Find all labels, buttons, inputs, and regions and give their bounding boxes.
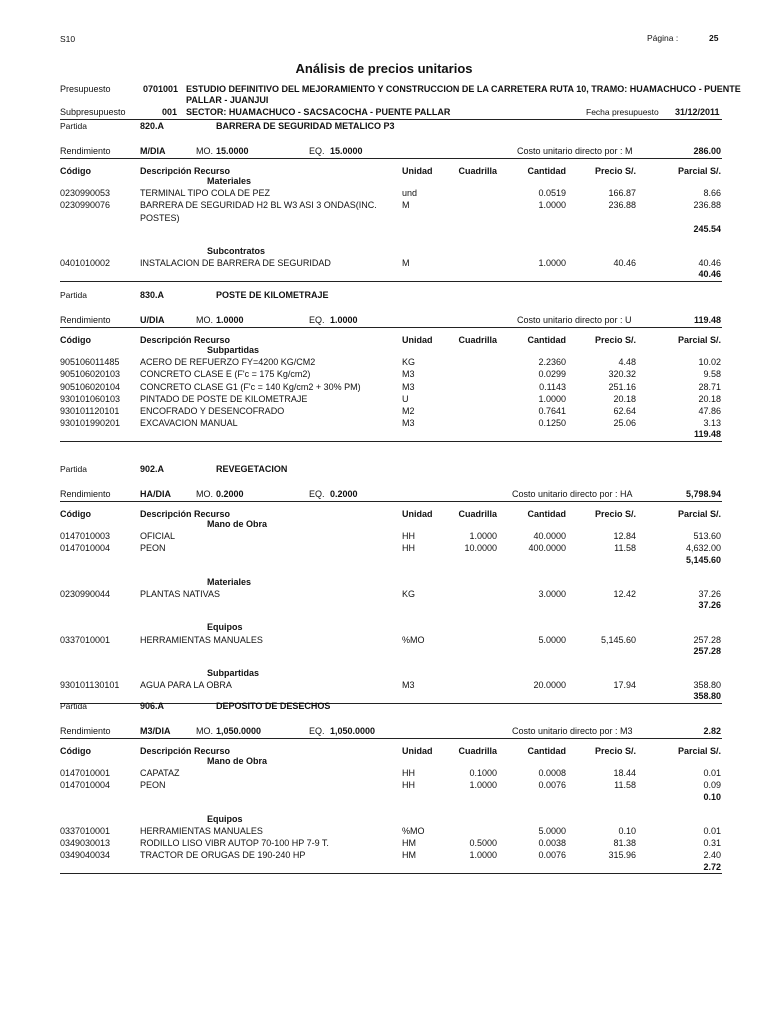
- row-cuadrilla: 1.0000: [469, 531, 497, 542]
- group-title: Materiales: [207, 576, 252, 587]
- row-parcial: 0.01: [703, 768, 721, 779]
- page-title: Análisis de precios unitarios: [295, 61, 473, 76]
- presupuesto-description-line2: PALLAR - JUANJUI: [186, 95, 269, 105]
- rendimiento-divider: [60, 158, 722, 159]
- row-code: 930101990201: [60, 418, 121, 429]
- row-precio: 12.42: [613, 589, 636, 599]
- row-precio: 4.48: [618, 357, 636, 368]
- row-cantidad: 1.0000: [538, 258, 566, 269]
- partida-label: Partida: [60, 464, 87, 474]
- row-cantidad: 3.0000: [538, 589, 566, 599]
- mo-value: 1.0000: [216, 315, 244, 325]
- col-header-parcial: Parcial S/.: [677, 509, 721, 519]
- row-cantidad: 5.0000: [538, 826, 566, 836]
- row-precio: 81.38: [613, 838, 636, 849]
- partida-end-divider: [60, 441, 722, 442]
- eq-value: 0.2000: [330, 489, 358, 499]
- col-header-precio: Precio S/.: [594, 746, 636, 756]
- col-header-descripcion: Descripción Recurso: [140, 335, 231, 345]
- rendimiento-unit: U/DIA: [140, 315, 165, 325]
- costo-unitario-label: Costo unitario directo por : U: [517, 315, 632, 325]
- row-cuadrilla: 0.5000: [469, 838, 497, 849]
- col-header-unidad: Unidad: [402, 166, 433, 176]
- mo-value: 1,050.0000: [216, 726, 262, 736]
- row-cantidad: 0.0076: [538, 850, 566, 861]
- row-cantidad: 2.2360: [538, 357, 566, 368]
- rendimiento-label: Rendimiento: [60, 315, 111, 325]
- rendimiento-unit: M3/DIA: [140, 726, 171, 736]
- row-cantidad: 0.7641: [538, 406, 566, 416]
- row-parcial: 2.40: [703, 850, 721, 861]
- rendimiento-label: Rendimiento: [60, 726, 111, 736]
- row-unit: HH: [402, 543, 415, 554]
- group-title: Subpartidas: [207, 345, 260, 355]
- partida-code: 906.A: [140, 701, 165, 711]
- row-code: 0147010004: [60, 543, 111, 554]
- row-parcial: 40.46: [698, 258, 721, 269]
- group-subtotal: 37.26: [698, 600, 721, 611]
- row-unit: U: [402, 393, 409, 404]
- row-parcial: 257.28: [693, 634, 721, 645]
- row-unit: KG: [402, 357, 416, 368]
- row-precio: 17.94: [613, 680, 636, 691]
- group-subtotal: 245.54: [693, 223, 721, 234]
- row-unit: M: [402, 200, 410, 211]
- col-header-descripcion: Descripción Recurso: [140, 746, 231, 756]
- row-description: INSTALACION DE BARRERA DE SEGURIDAD: [140, 258, 331, 269]
- row-precio: 5,145.60: [600, 634, 636, 645]
- presupuesto-label: Presupuesto: [60, 84, 111, 94]
- row-unit: HM: [402, 850, 416, 861]
- rendimiento-divider: [60, 327, 722, 328]
- row-unit: HH: [402, 768, 415, 779]
- group-subtotal: 119.48: [693, 429, 721, 440]
- col-header-precio: Precio S/.: [594, 509, 636, 519]
- row-cantidad: 20.0000: [533, 680, 566, 691]
- row-code: 930101130101: [60, 680, 120, 691]
- row-precio: 40.46: [613, 258, 636, 269]
- row-cantidad: 400.0000: [528, 543, 566, 554]
- row-precio: 18.44: [613, 768, 636, 779]
- col-header-cantidad: Cantidad: [527, 335, 566, 345]
- eq-value: 1,050.0000: [330, 726, 376, 736]
- row-description: CONCRETO CLASE E (F'c = 175 Kg/cm2): [140, 369, 311, 380]
- row-code: 0337010001: [60, 826, 111, 836]
- col-header-cuadrilla: Cuadrilla: [458, 335, 497, 345]
- col-header-cantidad: Cantidad: [527, 509, 566, 519]
- row-unit: M3: [402, 418, 415, 429]
- row-unit: %MO: [402, 826, 425, 836]
- col-header-precio: Precio S/.: [594, 335, 636, 345]
- col-header-cuadrilla: Cuadrilla: [458, 166, 497, 176]
- row-cantidad: 40.0000: [533, 531, 566, 542]
- group-subtotal: 358.80: [693, 691, 721, 702]
- group-title: Subpartidas: [207, 668, 260, 678]
- row-precio: 166.87: [608, 188, 636, 199]
- col-header-parcial: Parcial S/.: [677, 166, 721, 176]
- rendimiento-divider: [60, 738, 722, 739]
- row-parcial: 0.01: [703, 826, 721, 836]
- eq-label: EQ.: [309, 726, 325, 736]
- row-parcial: 4,632.00: [685, 543, 721, 554]
- subpresupuesto-label: Subpresupuesto: [60, 107, 126, 117]
- col-header-cantidad: Cantidad: [527, 746, 566, 756]
- costo-unitario-value: 119.48: [693, 315, 721, 325]
- row-unit: HH: [402, 531, 415, 542]
- row-parcial: 3.13: [703, 418, 721, 429]
- costo-unitario-label: Costo unitario directo por : M3: [512, 726, 633, 736]
- row-precio: 236.88: [608, 200, 636, 211]
- col-header-cantidad: Cantidad: [527, 166, 566, 176]
- row-unit: HH: [402, 780, 415, 791]
- row-precio: 315.96: [608, 850, 636, 861]
- row-unit: M3: [402, 369, 415, 380]
- row-cuadrilla: 0.1000: [469, 768, 497, 779]
- row-description: PEON: [140, 780, 166, 791]
- row-cantidad: 0.1143: [539, 381, 566, 392]
- row-description: OFICIAL: [140, 531, 176, 542]
- row-cantidad: 0.0519: [538, 188, 566, 199]
- mo-value: 15.0000: [216, 146, 249, 156]
- row-precio: 251.16: [608, 381, 636, 392]
- group-title: Subcontratos: [207, 246, 266, 256]
- row-parcial: 9.58: [703, 369, 721, 380]
- row-unit: M2: [402, 406, 415, 416]
- row-cuadrilla: 10.0000: [464, 543, 497, 554]
- row-precio: 25.06: [613, 418, 636, 429]
- subpresupuesto-code: 001: [162, 107, 178, 117]
- eq-label: EQ.: [309, 315, 325, 325]
- group-title: Materiales: [207, 176, 252, 186]
- costo-unitario-value: 5,798.94: [685, 489, 721, 499]
- group-subtotal: 257.28: [693, 645, 721, 656]
- partida-end-divider: [60, 281, 722, 282]
- col-header-codigo: Código: [60, 335, 91, 345]
- mo-label: MO.: [196, 315, 213, 325]
- mo-label: MO.: [196, 489, 213, 499]
- row-parcial: 358.80: [693, 680, 721, 691]
- row-unit: M3: [402, 680, 415, 691]
- row-description: HERRAMIENTAS MANUALES: [140, 634, 263, 645]
- row-parcial: 513.60: [693, 531, 721, 542]
- subpresupuesto-description: SECTOR: HUAMACHUCO - SACSACOCHA - PUENTE PALLAR: [186, 107, 451, 117]
- row-description: RODILLO LISO VIBR AUTOP 70-100 HP 7-9 T.: [140, 838, 329, 849]
- group-subtotal: 0.10: [703, 791, 721, 802]
- row-code: 0230990076: [60, 200, 111, 211]
- rendimiento-unit: HA/DIA: [140, 489, 171, 499]
- row-cantidad: 1.0000: [538, 200, 566, 211]
- row-description: ENCOFRADO Y DESENCOFRADO: [140, 406, 285, 416]
- col-header-descripcion: Descripción Recurso: [140, 166, 231, 176]
- col-header-unidad: Unidad: [402, 335, 433, 345]
- row-cantidad: 0.1250: [538, 418, 566, 429]
- row-code: 0349030013: [60, 838, 111, 849]
- eq-value: 15.0000: [330, 146, 363, 156]
- partida-code: 830.A: [140, 290, 165, 300]
- row-unit: HM: [402, 838, 416, 849]
- row-precio: 12.84: [613, 531, 636, 542]
- row-code: 0401010002: [60, 258, 111, 269]
- rendimiento-label: Rendimiento: [60, 146, 111, 156]
- row-cuadrilla: 1.0000: [469, 850, 497, 861]
- row-cantidad: 0.0008: [538, 768, 566, 779]
- row-parcial: 10.02: [698, 357, 721, 368]
- row-description: TERMINAL TIPO COLA DE PEZ: [140, 188, 271, 199]
- system-label: S10: [60, 34, 76, 44]
- group-subtotal: 40.46: [698, 269, 721, 280]
- col-header-codigo: Código: [60, 746, 91, 756]
- header-divider: [60, 119, 722, 120]
- row-code: 0230990044: [60, 589, 111, 599]
- row-code: 0147010001: [60, 768, 111, 779]
- row-unit: KG: [402, 589, 416, 599]
- group-title: Equipos: [207, 622, 243, 633]
- costo-unitario-value: 2.82: [703, 726, 721, 736]
- row-precio: 11.58: [614, 543, 636, 554]
- partida-end-divider: [60, 873, 722, 874]
- row-description: BARRERA DE SEGURIDAD H2 BL W3 ASI 3 ONDAS(INC.: [140, 200, 377, 211]
- eq-label: EQ.: [309, 146, 325, 156]
- col-header-parcial: Parcial S/.: [677, 746, 721, 756]
- row-parcial: 28.71: [698, 381, 721, 392]
- costo-unitario-label: Costo unitario directo por : M: [517, 146, 633, 156]
- col-header-precio: Precio S/.: [594, 166, 636, 176]
- row-code: 0337010001: [60, 634, 111, 645]
- row-precio: 0.10: [618, 826, 636, 836]
- partida-label: Partida: [60, 701, 87, 711]
- eq-label: EQ.: [309, 489, 325, 499]
- group-subtotal: 5,145.60: [685, 554, 721, 565]
- row-precio: 11.58: [614, 780, 636, 791]
- row-description: PLANTAS NATIVAS: [140, 589, 221, 599]
- col-header-codigo: Código: [60, 509, 91, 519]
- costo-unitario-value: 286.00: [693, 146, 721, 156]
- col-header-unidad: Unidad: [402, 746, 433, 756]
- col-header-unidad: Unidad: [402, 509, 433, 519]
- row-code: 0147010004: [60, 780, 111, 791]
- col-header-cuadrilla: Cuadrilla: [458, 746, 497, 756]
- row-code: 930101060103: [60, 393, 121, 404]
- row-code: 0230990053: [60, 188, 111, 199]
- row-code: 905106020103: [60, 369, 121, 380]
- mo-label: MO.: [196, 146, 213, 156]
- row-precio: 320.32: [608, 369, 636, 380]
- group-subtotal: 2.72: [703, 861, 721, 872]
- row-parcial: 47.86: [698, 406, 721, 416]
- row-description: PINTADO DE POSTE DE KILOMETRAJE: [140, 393, 308, 404]
- page-label: Página :: [647, 33, 679, 43]
- mo-value: 0.2000: [216, 489, 244, 499]
- col-header-descripcion: Descripción Recurso: [140, 509, 231, 519]
- rendimiento-divider: [60, 501, 722, 502]
- col-header-parcial: Parcial S/.: [677, 335, 721, 345]
- row-cantidad: 1.0000: [538, 393, 566, 404]
- row-description: ACERO DE REFUERZO FY=4200 KG/CM2: [140, 357, 316, 368]
- partida-code: 902.A: [140, 464, 165, 474]
- row-description: EXCAVACION MANUAL: [140, 418, 238, 429]
- row-code: 905106011485: [60, 357, 120, 368]
- presupuesto-code: 0701001: [143, 84, 179, 94]
- group-title: Equipos: [207, 813, 243, 824]
- row-description: CAPATAZ: [140, 768, 180, 779]
- rendimiento-unit: M/DIA: [140, 146, 166, 156]
- row-parcial: 8.66: [703, 188, 721, 199]
- page-number: 25: [709, 33, 719, 43]
- row-precio: 62.64: [613, 406, 636, 416]
- row-cuadrilla: 1.0000: [469, 780, 497, 791]
- partida-name: POSTE DE KILOMETRAJE: [216, 290, 329, 300]
- partida-label: Partida: [60, 290, 87, 300]
- row-description-cont: POSTES): [140, 212, 180, 223]
- row-unit: M: [402, 258, 410, 269]
- row-description: AGUA PARA LA OBRA: [140, 680, 232, 691]
- fecha-value: 31/12/2011: [675, 107, 720, 117]
- mo-label: MO.: [196, 726, 213, 736]
- row-cantidad: 0.0076: [538, 780, 566, 791]
- row-description: HERRAMIENTAS MANUALES: [140, 826, 263, 836]
- costo-unitario-label: Costo unitario directo por : HA: [512, 489, 633, 499]
- row-cantidad: 5.0000: [538, 634, 566, 645]
- row-description: TRACTOR DE ORUGAS DE 190-240 HP: [140, 850, 306, 861]
- row-code: 905106020104: [60, 381, 121, 392]
- rendimiento-label: Rendimiento: [60, 489, 111, 499]
- row-unit: M3: [402, 381, 415, 392]
- row-code: 0349040034: [60, 850, 111, 861]
- partida-label: Partida: [60, 121, 87, 131]
- presupuesto-description: ESTUDIO DEFINITIVO DEL MEJORAMIENTO Y CONSTRUCCION DE LA CARRETERA RUTA 10, TRAMO: HUAMACHUCO - PUENTE: [186, 84, 741, 94]
- row-cantidad: 0.0038: [538, 838, 566, 849]
- partida-code: 820.A: [140, 121, 165, 131]
- row-code: 0147010003: [60, 531, 111, 542]
- row-parcial: 0.31: [703, 838, 721, 849]
- row-parcial: 0.09: [703, 780, 721, 791]
- row-description: CONCRETO CLASE G1 (F'c = 140 Kg/cm2 + 30% PM): [140, 381, 361, 392]
- col-header-codigo: Código: [60, 166, 91, 176]
- col-header-cuadrilla: Cuadrilla: [458, 509, 497, 519]
- row-precio: 20.18: [613, 393, 636, 404]
- fecha-label: Fecha presupuesto: [586, 107, 659, 117]
- row-description: PEON: [140, 543, 166, 554]
- group-title: Mano de Obra: [207, 519, 268, 529]
- eq-value: 1.0000: [330, 315, 358, 325]
- partida-name: REVEGETACION: [216, 464, 288, 474]
- row-unit: und: [402, 188, 418, 199]
- partida-name: BARRERA DE SEGURIDAD METALICO P3: [216, 121, 395, 131]
- row-cantidad: 0.0299: [538, 369, 566, 380]
- group-title: Mano de Obra: [207, 756, 268, 766]
- row-parcial: 20.18: [698, 393, 721, 404]
- row-unit: %MO: [402, 634, 425, 645]
- row-parcial: 236.88: [693, 200, 721, 211]
- partida-name: DEPOSITO DE DESECHOS: [216, 701, 331, 711]
- row-code: 930101120101: [60, 406, 120, 416]
- row-parcial: 37.26: [698, 589, 721, 599]
